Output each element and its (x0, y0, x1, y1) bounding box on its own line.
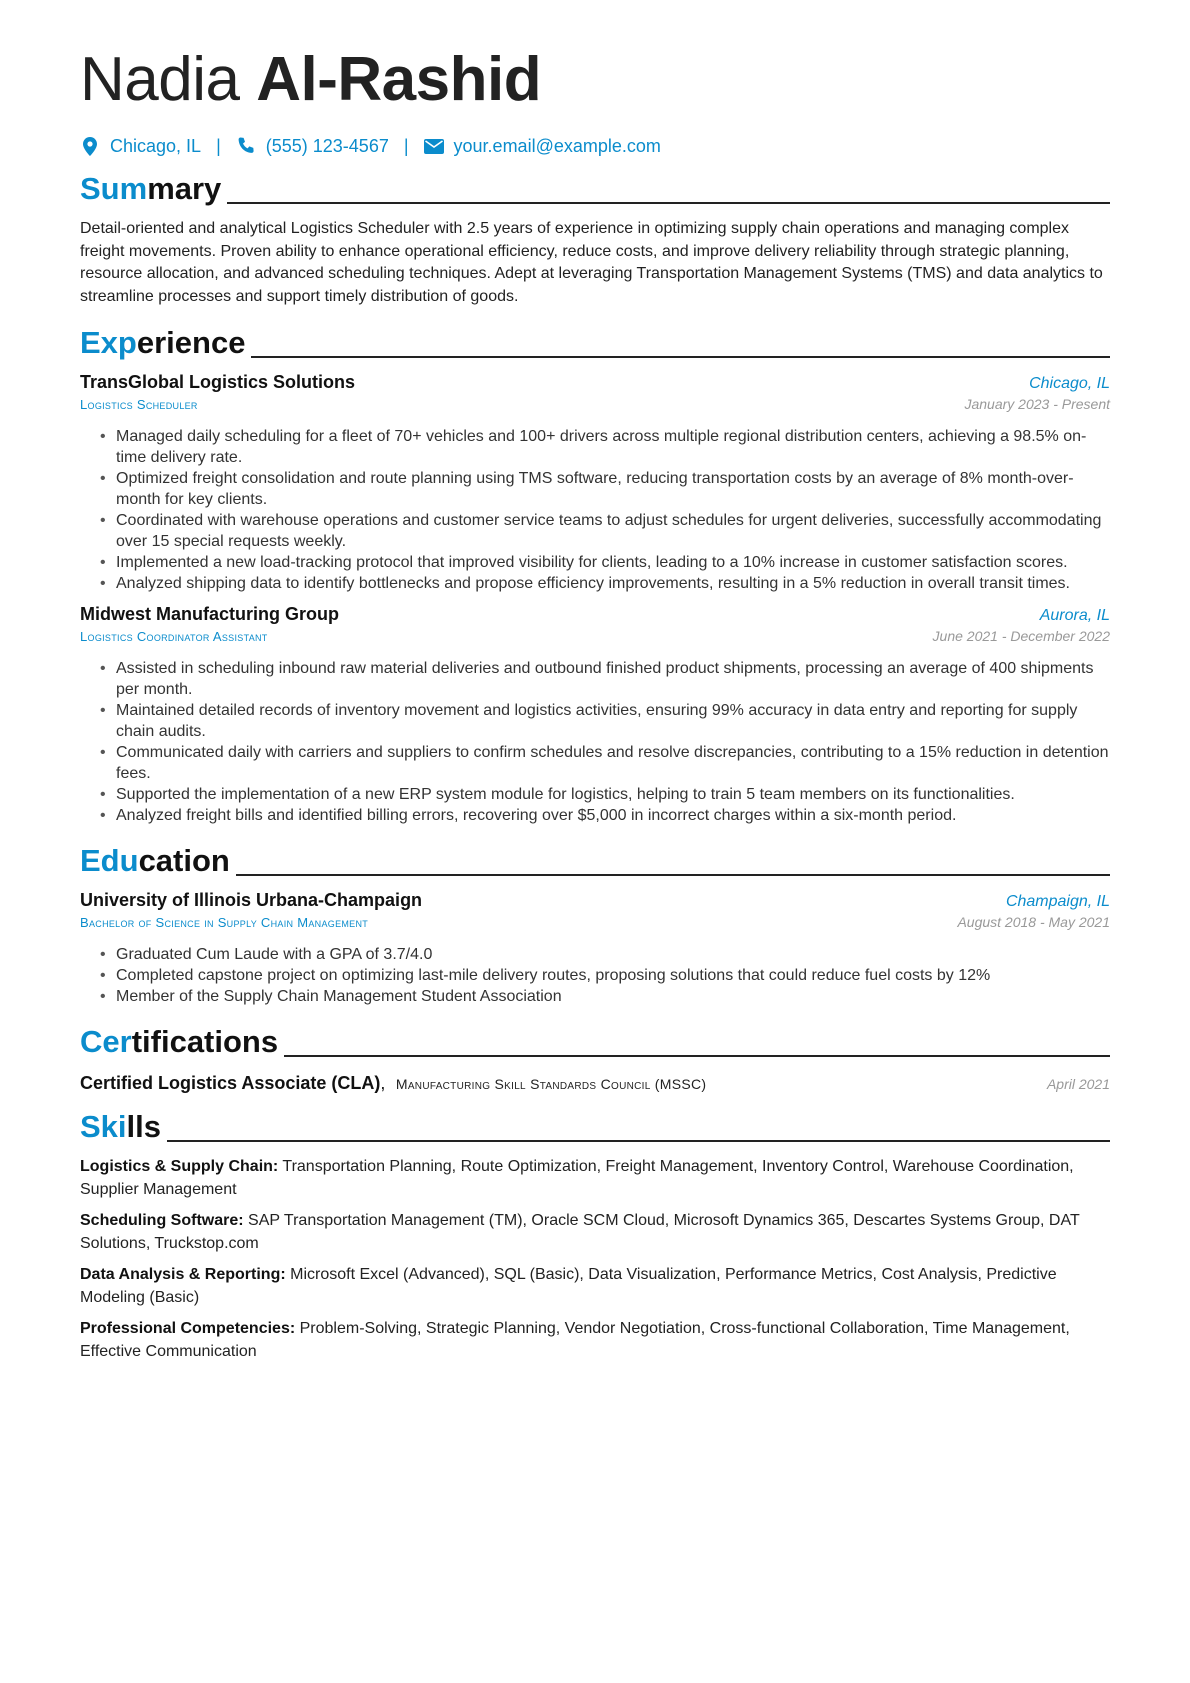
phone-text: (555) 123-4567 (265, 135, 389, 156)
skill-group-label: Logistics & Supply Chain: (80, 1158, 279, 1175)
list-item: • Completed capstone project on optimizing last-mile delivery routes, proposing solutions that could reduce fuel costs by 12% (100, 965, 1110, 986)
list-item: • Analyzed freight bills and identified billing errors, recovering over $5,000 in incorrect charges within a six-month period. (100, 805, 1110, 826)
list-item: • Maintained detailed records of inventory movement and logistics activities, ensuring 99% accuracy in data entry and reporting for supply chain audits. (100, 700, 1110, 742)
contact-location (80, 136, 201, 157)
education-bullets (80, 944, 1110, 1007)
contact-separator: | (403, 135, 409, 156)
list-item: • Supported the implementation of a new ERP system module for logistics, helping to train 5 team members on its functionalities. (100, 784, 1110, 805)
skill-group-items: Microsoft Excel (Advanced), SQL (Basic), Data Visualization, Performance Metrics, Cost Analysis, Predictive Modeling (Basic) (80, 1266, 1057, 1306)
list-item: • Analyzed shipping data to identify bottlenecks and propose efficiency improvements, resulting in a 5% reduction in overall transit times. (100, 573, 1110, 594)
list-item: • Implemented a new load-tracking protocol that improved visibility for clients, leading to a 10% increase in customer satisfaction scores. (100, 552, 1110, 573)
skill-group-items: SAP Transportation Management (TM), Oracle SCM Cloud, Microsoft Dynamics 365, Descartes Systems Group, DAT Solutions, Truckstop.com (80, 1212, 1080, 1252)
phone-icon (236, 136, 256, 156)
skill-group (80, 1210, 1110, 1255)
skill-group-label: Scheduling Software: (80, 1212, 244, 1229)
list-item: • Graduated Cum Laude with a GPA of 3.7/4.0 (100, 944, 1110, 965)
email-link[interactable]: your.email@example.com (453, 135, 661, 156)
company-name: TransGlobal Logistics Solutions (80, 372, 356, 392)
contact-separator: | (216, 135, 221, 156)
list-item: • Assisted in scheduling inbound raw material deliveries and outbound finished product shipments, processing an average of 400 shipments per month. (100, 658, 1110, 700)
first-name: Nadia (80, 45, 240, 114)
skill-group-items: Transportation Planning, Route Optimization, Freight Management, Inventory Control, Warehouse Coordination, Supplier Management (80, 1158, 1074, 1198)
section-rule (251, 356, 1110, 358)
section-rule (236, 874, 1110, 876)
job-title: Logistics Coordinator Assistant (80, 629, 268, 644)
skill-group-label: Data Analysis & Reporting: (80, 1266, 286, 1283)
education-heading: Education (80, 842, 1110, 878)
contact-email[interactable] (424, 136, 661, 157)
certifications-heading: Certifications (80, 1023, 1110, 1059)
location-text: Chicago, IL (110, 135, 202, 156)
list-item: • Member of the Supply Chain Management Student Association (100, 986, 1110, 1007)
job-location: Chicago, IL (1029, 375, 1110, 392)
map-pin-icon (80, 136, 100, 156)
skill-group (80, 1156, 1110, 1201)
certification-name: Certified Logistics Associate (CLA) (80, 1073, 381, 1093)
list-item: • Managed daily scheduling for a fleet of 70+ vehicles and 100+ drivers across multiple regional distribution centers, achieving a 98.5% on-time delivery rate. (100, 426, 1110, 468)
last-name: Al-Rashid (256, 45, 542, 114)
summary-text: Detail-oriented and analytical Logistics Scheduler with 2.5 years of experience in optimizing supply chain operations and managing complex freight movements. Proven ability to enhance operational efficiency, reduce costs, and improve delivery reliability through strategic planning, resource allocation, and advanced scheduling techniques. Adept at leveraging Transportation Management Systems (TMS) and data analytics to streamline processes and support timely distribution of goods. (80, 220, 1103, 305)
degree: Bachelor of Science in Supply Chain Management (80, 915, 369, 930)
envelope-icon (424, 136, 444, 156)
list-item: • Communicated daily with carriers and suppliers to confirm schedules and resolve discrepancies, contributing to a 15% reduction in detention fees. (100, 742, 1110, 784)
certification-date: April 2021 (1046, 1076, 1110, 1092)
company-name: Midwest Manufacturing Group (80, 604, 339, 624)
list-item: • Optimized freight consolidation and route planning using TMS software, reducing transportation costs by an average of 8% month-over-month for key clients. (100, 468, 1110, 510)
job-bullets (80, 426, 1110, 594)
job-entry (80, 604, 1110, 826)
job-title: Logistics Scheduler (80, 397, 198, 412)
job-dates: June 2021 - December 2022 (932, 628, 1110, 644)
job-bullets (80, 658, 1110, 826)
skills-list (80, 1156, 1110, 1363)
contact-bar (80, 134, 1110, 158)
skill-group-items: Problem-Solving, Strategic Planning, Vendor Negotiation, Cross-functional Collaboration, Time Management, Effective Communication (80, 1320, 1070, 1360)
certification-separator: , (380, 1073, 386, 1093)
skill-group (80, 1318, 1110, 1363)
skills-heading: Skills (80, 1108, 1110, 1144)
school-location: Champaign, IL (1005, 893, 1110, 910)
section-rule (227, 202, 1110, 204)
certification-entry (80, 1073, 1110, 1094)
candidate-name (80, 38, 1110, 122)
school-name: University of Illinois Urbana-Champaign (80, 890, 423, 910)
section-rule (167, 1140, 1110, 1142)
section-rule (284, 1055, 1110, 1057)
job-entry (80, 372, 1110, 594)
education-dates: August 2018 - May 2021 (957, 914, 1110, 930)
contact-phone[interactable] (236, 136, 389, 157)
experience-heading: Experience (80, 324, 1110, 360)
certification-issuer: Manufacturing Skill Standards Council (MSSC) (395, 1076, 707, 1092)
summary-heading: Summary (80, 170, 1110, 206)
education-entry (80, 890, 1110, 1007)
job-location: Aurora, IL (1039, 607, 1110, 624)
skill-group-label: Professional Competencies: (80, 1320, 296, 1337)
skill-group (80, 1264, 1110, 1309)
job-dates: January 2023 - Present (964, 396, 1110, 412)
list-item: • Coordinated with warehouse operations and customer service teams to adjust schedules for urgent deliveries, successfully accommodating over 15 special requests weekly. (100, 510, 1110, 552)
